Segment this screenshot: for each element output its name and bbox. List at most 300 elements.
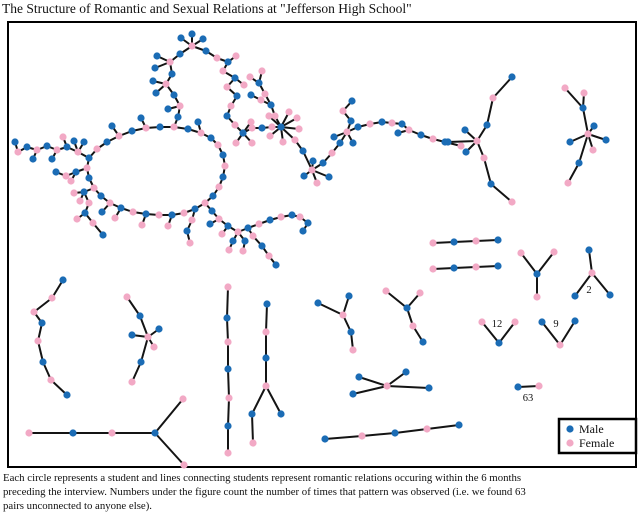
student-node-female	[30, 308, 37, 315]
student-node-male	[450, 238, 457, 245]
student-node-male	[52, 168, 59, 175]
student-node-male	[224, 222, 231, 229]
student-node-male	[487, 180, 494, 187]
student-node-female	[227, 102, 234, 109]
student-node-female	[293, 114, 300, 121]
student-node-female	[231, 121, 238, 128]
student-node-male	[355, 373, 362, 380]
student-node-male	[299, 227, 306, 234]
student-node-male	[508, 73, 515, 80]
student-node-male	[98, 208, 105, 215]
legend	[559, 419, 636, 453]
student-node-female	[580, 89, 587, 96]
student-node-male	[566, 138, 573, 145]
legend-female-dot	[566, 439, 573, 446]
student-node-female	[67, 177, 74, 184]
student-node-female	[59, 133, 66, 140]
student-node-female	[89, 219, 96, 226]
student-node-male	[299, 147, 306, 154]
student-node-male	[319, 159, 326, 166]
student-node-male	[70, 137, 77, 144]
student-node-male	[258, 242, 265, 249]
relationship-edge	[266, 386, 281, 414]
student-node-male	[108, 122, 115, 129]
student-node-male	[80, 188, 87, 195]
student-node-female	[225, 394, 232, 401]
student-node-female	[166, 58, 173, 65]
student-node-female	[343, 128, 350, 135]
student-node-female	[214, 141, 221, 148]
student-node-male	[272, 261, 279, 268]
student-node-female	[248, 124, 255, 131]
student-node-male	[417, 131, 424, 138]
student-node-male	[29, 155, 36, 162]
student-node-female	[248, 139, 255, 146]
student-node-male	[202, 47, 209, 54]
relationship-edge	[353, 386, 387, 394]
student-node-female	[164, 222, 171, 229]
student-node-male	[149, 77, 156, 84]
pattern-count-label: 12	[491, 319, 503, 330]
relationship-edge	[537, 252, 554, 274]
student-node-female	[83, 164, 90, 171]
student-node-male	[239, 129, 246, 136]
relationship-edge	[227, 318, 228, 342]
student-node-male	[391, 429, 398, 436]
student-node-male	[247, 91, 254, 98]
student-node-male	[191, 205, 198, 212]
student-node-female	[170, 123, 177, 130]
student-node-male	[244, 224, 251, 231]
student-node-male	[85, 174, 92, 181]
student-node-male	[155, 325, 162, 332]
student-node-male	[219, 173, 226, 180]
student-node-male	[345, 292, 352, 299]
student-node-female	[313, 179, 320, 186]
student-node-female	[478, 318, 485, 325]
student-node-male	[450, 264, 457, 271]
student-node-male	[38, 319, 45, 326]
student-node-female	[213, 54, 220, 61]
student-node-female	[271, 112, 278, 119]
student-node-female	[489, 94, 496, 101]
relationship-edge	[266, 304, 267, 332]
caption-line-1: Each circle represents a student and lines connecting students represent romantic relations occuring within the 6 months	[3, 472, 522, 484]
relationship-edge	[252, 386, 266, 414]
student-node-male	[137, 114, 144, 121]
relationship-edge	[252, 414, 253, 443]
student-node-male	[223, 112, 230, 119]
student-node-female	[588, 269, 595, 276]
relationship-edge	[493, 77, 512, 98]
student-node-male	[444, 138, 451, 145]
student-node-female	[349, 346, 356, 353]
student-node-male	[176, 50, 183, 57]
student-node-female	[142, 124, 149, 131]
student-node-male	[199, 35, 206, 42]
student-node-female	[429, 239, 436, 246]
student-node-female	[93, 145, 100, 152]
student-node-female	[106, 199, 113, 206]
student-node-male	[336, 139, 343, 146]
student-node-male	[266, 216, 273, 223]
student-node-male	[117, 204, 124, 211]
student-node-male	[224, 422, 231, 429]
student-node-female	[162, 80, 169, 87]
student-node-female	[472, 237, 479, 244]
student-node-female	[291, 136, 298, 143]
student-node-female	[221, 162, 228, 169]
student-node-male	[39, 358, 46, 365]
student-node-male	[151, 64, 158, 71]
student-node-male	[348, 97, 355, 104]
student-node-male	[425, 384, 432, 391]
student-node-female	[339, 107, 346, 114]
student-node-male	[248, 410, 255, 417]
student-node-male	[309, 157, 316, 164]
student-node-female	[405, 126, 412, 133]
student-node-male	[170, 91, 177, 98]
student-node-female	[480, 154, 487, 161]
student-node-male	[72, 168, 79, 175]
student-node-male	[156, 123, 163, 130]
student-node-female	[473, 137, 480, 144]
student-node-male	[152, 89, 159, 96]
student-node-male	[571, 292, 578, 299]
student-node-male	[277, 123, 284, 130]
student-node-female	[258, 67, 265, 74]
student-node-female	[33, 146, 40, 153]
student-node-male	[43, 142, 50, 149]
relationship-edge	[592, 273, 610, 295]
student-node-female	[429, 265, 436, 272]
student-node-female	[76, 197, 83, 204]
student-node-female	[255, 220, 262, 227]
student-node-male	[168, 211, 175, 218]
student-node-female	[25, 429, 32, 436]
student-node-male	[231, 74, 238, 81]
student-node-female	[457, 142, 464, 149]
relationship-edge	[228, 369, 229, 398]
student-node-female	[47, 376, 54, 383]
student-node-male	[183, 227, 190, 234]
student-node-male	[262, 354, 269, 361]
student-node-female	[535, 382, 542, 389]
student-node-male	[538, 318, 545, 325]
student-node-female	[296, 213, 303, 220]
legend-female-label: Female	[579, 436, 615, 450]
student-node-male	[23, 143, 30, 150]
student-node-female	[564, 179, 571, 186]
student-node-female	[328, 149, 335, 156]
figure-border	[8, 22, 636, 467]
relationship-edge	[583, 108, 588, 134]
student-node-male	[194, 118, 201, 125]
student-node-female	[388, 119, 395, 126]
student-node-female	[224, 449, 231, 456]
student-node-female	[423, 425, 430, 432]
student-node-female	[366, 120, 373, 127]
student-node-male	[188, 30, 195, 37]
student-node-male	[579, 104, 586, 111]
student-node-female	[257, 96, 264, 103]
student-node-male	[229, 237, 236, 244]
student-node-male	[263, 300, 270, 307]
student-node-female	[188, 42, 195, 49]
student-node-male	[128, 127, 135, 134]
figure-caption	[3, 472, 526, 512]
student-node-male	[207, 134, 214, 141]
student-node-female	[249, 439, 256, 446]
student-node-male	[103, 138, 110, 145]
student-node-female	[339, 311, 346, 318]
legend-male-dot	[566, 425, 573, 432]
student-node-male	[63, 143, 70, 150]
student-node-female	[48, 294, 55, 301]
student-node-female	[409, 322, 416, 329]
student-node-female	[383, 382, 390, 389]
student-node-female	[150, 343, 157, 350]
student-node-male	[69, 429, 76, 436]
relationship-edge	[318, 303, 343, 315]
student-node-female	[155, 211, 162, 218]
relationship-edge	[560, 321, 575, 345]
student-node-female	[589, 146, 596, 153]
student-node-female	[34, 337, 41, 344]
student-node-male	[330, 133, 337, 140]
student-node-female	[232, 52, 239, 59]
student-node-female	[232, 139, 239, 146]
student-node-female	[234, 228, 241, 235]
relationship-edge	[484, 158, 491, 184]
student-node-male	[314, 299, 321, 306]
student-node-male	[177, 34, 184, 41]
student-node-female	[90, 184, 97, 191]
student-node-male	[85, 154, 92, 161]
caption-line-2: preceding the interview. Numbers under the figure count the number of times that pattern was observed (i.e. we found 63	[3, 486, 526, 498]
relationship-edge	[565, 88, 583, 108]
student-node-male	[81, 209, 88, 216]
student-node-female	[123, 293, 130, 300]
student-node-male	[347, 117, 354, 124]
student-node-male	[575, 159, 582, 166]
student-node-female	[179, 395, 186, 402]
student-node-female	[262, 328, 269, 335]
student-node-male	[288, 211, 295, 218]
student-node-male	[63, 391, 70, 398]
student-node-male	[606, 291, 613, 298]
student-node-male	[97, 192, 104, 199]
student-node-male	[151, 429, 158, 436]
student-node-female	[249, 232, 256, 239]
student-node-male	[142, 210, 149, 217]
student-node-male	[403, 304, 410, 311]
student-node-male	[585, 246, 592, 253]
student-node-male	[184, 125, 191, 132]
student-node-male	[533, 270, 540, 277]
student-node-female	[550, 248, 557, 255]
student-node-female	[215, 183, 222, 190]
student-node-male	[571, 317, 578, 324]
student-node-male	[128, 331, 135, 338]
student-node-female	[115, 132, 122, 139]
student-node-male	[402, 368, 409, 375]
relationship-edge	[395, 429, 427, 433]
student-node-male	[349, 139, 356, 146]
student-node-male	[209, 192, 216, 199]
student-node-female	[240, 81, 247, 88]
student-node-female	[416, 289, 423, 296]
pattern-count-label: 9	[553, 319, 559, 330]
student-node-male	[462, 148, 469, 155]
student-node-male	[164, 105, 171, 112]
relationship-edge	[448, 141, 477, 142]
student-node-female	[262, 382, 269, 389]
student-node-male	[378, 118, 385, 125]
student-node-female	[128, 378, 135, 385]
student-node-female	[556, 341, 563, 348]
student-node-male	[208, 207, 215, 214]
student-node-female	[223, 83, 230, 90]
student-node-female	[295, 125, 302, 132]
student-node-male	[325, 173, 332, 180]
relationship-edge	[325, 436, 362, 439]
student-node-male	[224, 58, 231, 65]
student-node-female	[144, 333, 151, 340]
student-node-male	[258, 124, 265, 131]
student-node-male	[483, 121, 490, 128]
student-node-female	[73, 215, 80, 222]
student-node-female	[268, 123, 275, 130]
student-node-male	[136, 312, 143, 319]
relationship-edge	[359, 377, 387, 386]
relationship-edge	[427, 425, 459, 429]
student-node-male	[99, 231, 106, 238]
student-node-male	[398, 120, 405, 127]
student-node-male	[153, 52, 160, 59]
student-node-female	[14, 148, 21, 155]
student-node-female	[277, 213, 284, 220]
relationship-edge	[155, 399, 183, 433]
student-node-female	[218, 230, 225, 237]
student-node-female	[358, 432, 365, 439]
student-node-female	[261, 90, 268, 97]
figure-title: The Structure of Romantic and Sexual Relations at "Jefferson High School"	[2, 1, 412, 16]
student-node-female	[176, 102, 183, 109]
student-node-male	[455, 421, 462, 428]
student-node-male	[461, 126, 468, 133]
student-node-female	[201, 199, 208, 206]
relationship-edge	[141, 337, 148, 362]
student-node-female	[180, 461, 187, 468]
student-node-male	[206, 220, 213, 227]
relationship-edge	[227, 287, 228, 318]
student-node-female	[197, 129, 204, 136]
student-node-male	[300, 172, 307, 179]
student-node-male	[168, 70, 175, 77]
student-node-female	[188, 216, 195, 223]
student-node-female	[180, 209, 187, 216]
student-node-female	[429, 135, 436, 142]
student-node-male	[347, 328, 354, 335]
relationship-edge	[521, 253, 537, 274]
student-node-female	[239, 247, 246, 254]
student-node-female	[511, 318, 518, 325]
student-node-female	[279, 138, 286, 145]
student-node-female	[225, 246, 232, 253]
student-node-female	[224, 338, 231, 345]
student-node-male	[219, 151, 226, 158]
student-node-male	[277, 410, 284, 417]
student-node-male	[137, 358, 144, 365]
student-node-male	[494, 236, 501, 243]
student-node-male	[590, 122, 597, 129]
relationship-edge	[362, 433, 395, 436]
student-node-female	[129, 208, 136, 215]
caption-line-3: pairs unconnected to anyone else).	[3, 500, 153, 512]
student-node-male	[602, 136, 609, 143]
relationship-edge	[387, 386, 429, 388]
student-node-female	[561, 84, 568, 91]
student-node-male	[321, 435, 328, 442]
student-node-female	[265, 252, 272, 259]
student-node-female	[584, 130, 591, 137]
student-node-female	[215, 215, 222, 222]
student-node-male	[514, 383, 521, 390]
student-node-male	[394, 129, 401, 136]
student-node-female	[285, 108, 292, 115]
student-node-female	[53, 146, 60, 153]
student-node-female	[246, 73, 253, 80]
student-node-male	[48, 155, 55, 162]
student-node-female	[219, 67, 226, 74]
student-node-male	[59, 276, 66, 283]
student-node-male	[241, 237, 248, 244]
relationship-edge	[491, 184, 512, 202]
student-node-female	[74, 148, 81, 155]
relationship-edge	[386, 291, 407, 308]
student-node-male	[174, 113, 181, 120]
student-node-male	[224, 365, 231, 372]
student-node-female	[138, 221, 145, 228]
student-node-female	[517, 249, 524, 256]
student-node-male	[494, 262, 501, 269]
student-node-female	[186, 239, 193, 246]
student-node-male	[267, 101, 274, 108]
student-node-male	[495, 339, 502, 346]
student-node-male	[80, 138, 87, 145]
student-node-female	[266, 132, 273, 139]
pattern-count-label: 63	[522, 393, 534, 404]
student-node-female	[382, 287, 389, 294]
student-node-male	[11, 138, 18, 145]
student-node-male	[255, 79, 262, 86]
student-node-male	[233, 92, 240, 99]
student-node-male	[349, 390, 356, 397]
relationship-edge	[228, 398, 229, 426]
student-node-female	[111, 214, 118, 221]
student-node-male	[419, 338, 426, 345]
student-node-male	[354, 123, 361, 130]
student-node-male	[223, 314, 230, 321]
legend-male-label: Male	[579, 422, 604, 436]
student-node-female	[472, 263, 479, 270]
student-node-female	[508, 198, 515, 205]
student-node-female	[533, 293, 540, 300]
student-node-female	[308, 166, 315, 173]
student-node-male	[304, 219, 311, 226]
student-node-female	[224, 283, 231, 290]
